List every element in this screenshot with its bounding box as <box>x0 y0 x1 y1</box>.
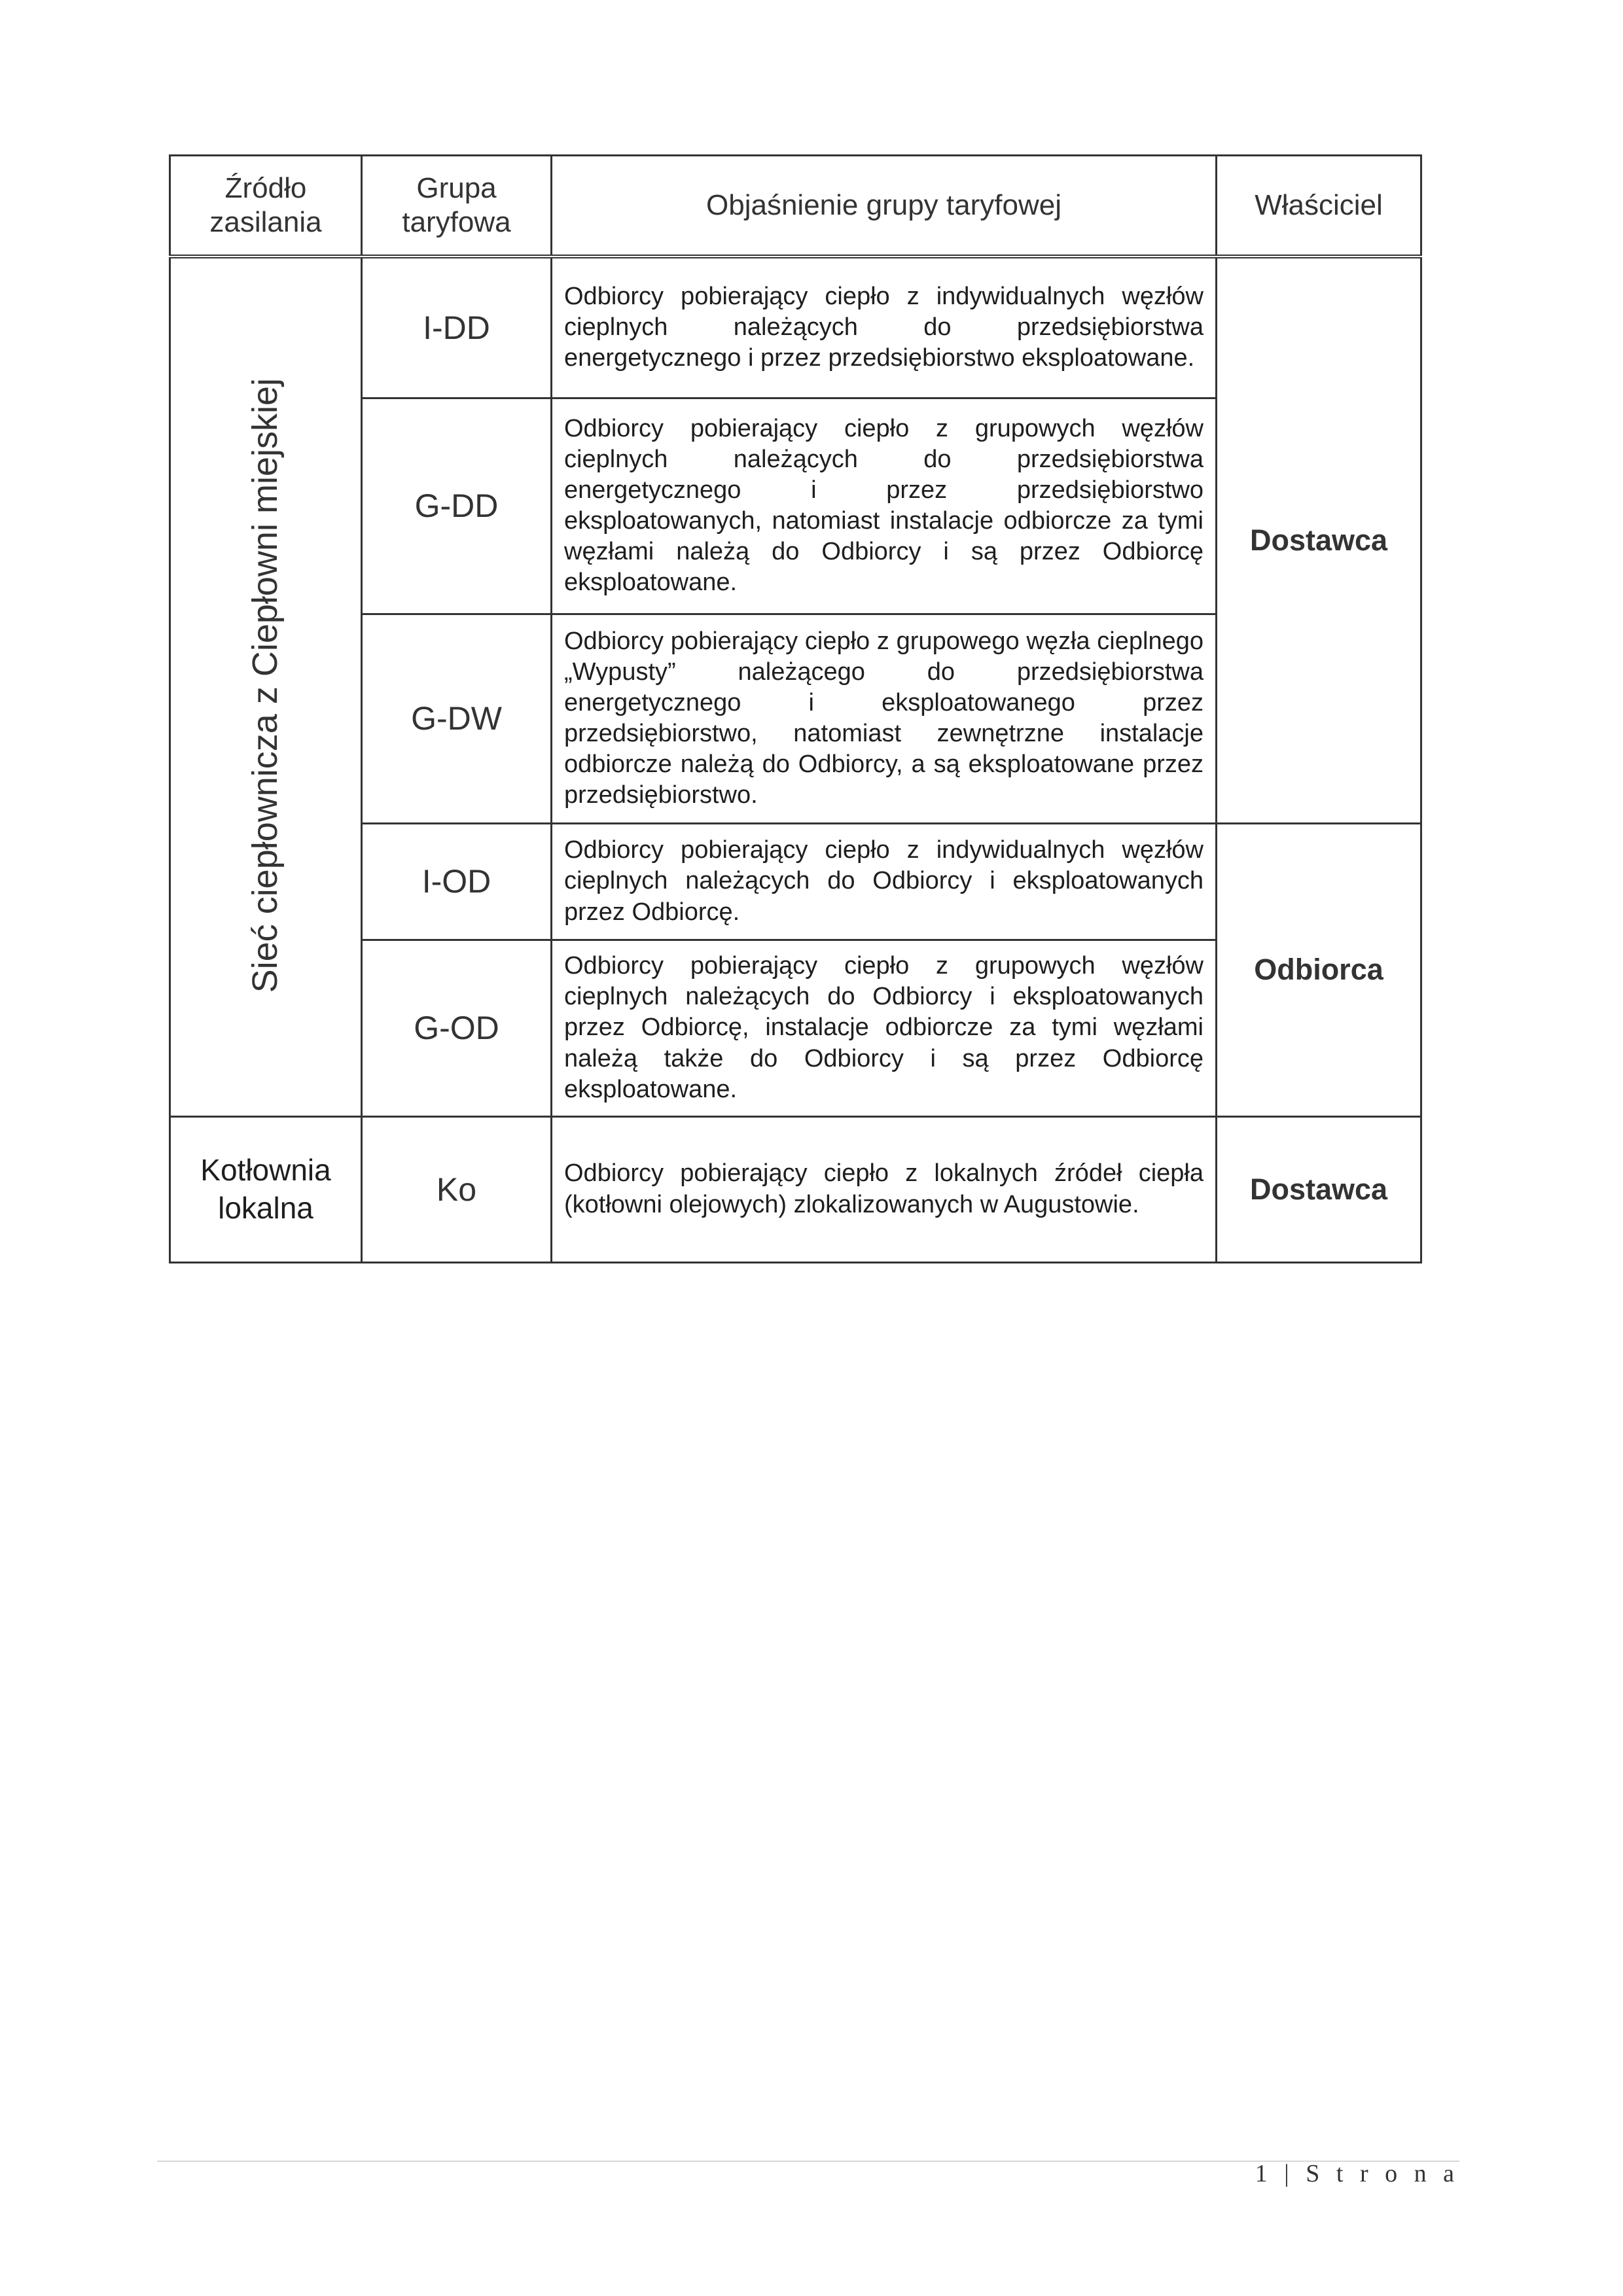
group-code: Ko <box>436 1171 477 1208</box>
source-local-cell <box>170 1116 362 1262</box>
owner-cell-supplier-local <box>1217 1116 1421 1262</box>
group-description: Odbiorcy pobierający ciepło z grupowego węzła cieplnego „Wypusty” należącego do przedsiębiorstwa energetycznego i eksploatowanego przez przedsiębiorstwo, natomiast zewnętrzne instalacje odbiorcze należą do Odbiorcy, a są eksploatowane przez przedsiębiorstwo. <box>564 627 1204 809</box>
header-explanation <box>552 156 1217 257</box>
owner-label: Odbiorca <box>1254 953 1383 986</box>
owner-cell-recipient <box>1217 823 1421 1116</box>
source-local-label: Kotłownia lokalna <box>200 1153 331 1225</box>
group-code: I-DD <box>423 309 490 346</box>
table-row <box>170 1116 1421 1262</box>
header-source-label: Źródło zasilania <box>209 172 322 238</box>
group-code: G-DD <box>414 487 499 524</box>
owner-label: Dostawca <box>1249 1172 1388 1206</box>
description-cell <box>552 823 1217 940</box>
table-header-row <box>170 156 1421 257</box>
owner-cell-supplier <box>1217 256 1421 823</box>
source-network-label: Sieć ciepłownicza z Ciepłowni miejskiej <box>245 378 285 993</box>
description-cell <box>552 398 1217 614</box>
group-cell <box>362 823 552 940</box>
tariff-groups-table <box>169 154 1422 1263</box>
group-cell <box>362 1116 552 1262</box>
group-cell <box>362 256 552 398</box>
group-description: Odbiorcy pobierający ciepło z grupowych węzłów cieplnych należących do przedsiębiorstwa energetycznego i przez przedsiębiorstwo eksploatowanych, natomiast instalacje odbiorcze za tymi węzłami należą do Odbiorcy i są przez Odbiorcę eksploatowane. <box>564 414 1204 597</box>
group-description: Odbiorcy pobierający ciepło z indywidualnych węzłów cieplnych należących do Odbiorcy i eksploatowanych przez Odbiorcę. <box>564 836 1204 926</box>
header-group-label: Grupa taryfowa <box>402 172 511 238</box>
group-cell <box>362 614 552 823</box>
page-number: 1 | S t r o n a <box>1255 2160 1459 2187</box>
header-owner-label: Właściciel <box>1255 189 1383 222</box>
source-network-cell <box>170 256 362 1116</box>
group-cell <box>362 940 552 1116</box>
header-source <box>170 156 362 257</box>
description-cell <box>552 614 1217 823</box>
group-description: Odbiorcy pobierający ciepło z lokalnych źródeł ciepła (kotłowni olejowych) zlokalizowanych w Augustowie. <box>564 1159 1204 1218</box>
table-row <box>170 256 1421 398</box>
group-code: I-OD <box>421 863 491 900</box>
group-cell <box>362 398 552 614</box>
description-cell <box>552 1116 1217 1262</box>
group-code: G-OD <box>414 1010 499 1046</box>
header-group <box>362 156 552 257</box>
owner-label: Dostawca <box>1249 523 1388 557</box>
header-owner <box>1217 156 1421 257</box>
description-cell <box>552 256 1217 398</box>
group-description: Odbiorcy pobierający ciepło z grupowych węzłów cieplnych należących do Odbiorcy i eksploatowanych przez Odbiorcę, instalacje odbiorcze za tymi węzłami należą także do Odbiorcy i są przez Odbiorcę eksploatowane. <box>564 952 1204 1103</box>
group-description: Odbiorcy pobierający ciepło z indywidualnych węzłów cieplnych należących do przedsiębiorstwa energetycznego i przez przedsiębiorstwo eksploatowane. <box>564 283 1204 372</box>
group-code: G-DW <box>411 700 502 737</box>
header-explanation-label: Objaśnienie grupy taryfowej <box>706 189 1061 222</box>
description-cell <box>552 940 1217 1116</box>
